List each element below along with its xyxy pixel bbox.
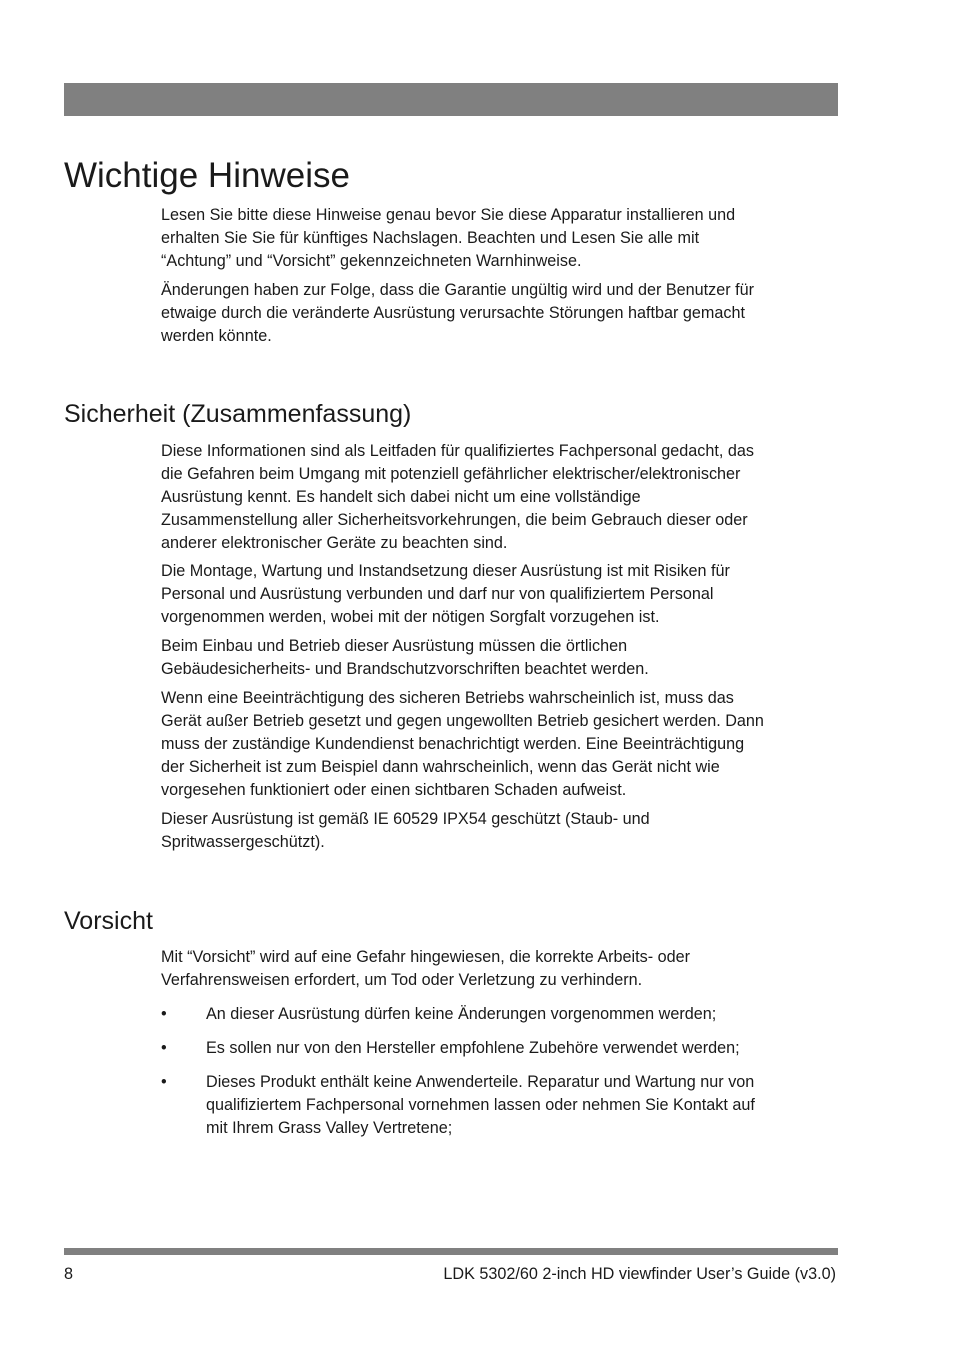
list-item-text	[206, 1037, 836, 1060]
safety-paragraph-5	[161, 808, 836, 854]
text-line: Mit “Vorsicht” wird auf eine Gefahr hingewiesen, die korrekte Arbeits- oder	[161, 948, 691, 966]
text-line: die Gefahren beim Umgang mit potenziell gefährlicher elektrischer/elektronischer	[161, 465, 741, 483]
text-line: qualifiziertem Fachpersonal vornehmen lassen oder nehmen Sie Kontakt auf	[206, 1096, 755, 1114]
safety-paragraph-1	[161, 440, 836, 555]
text-line: erhalten Sie Sie für künftiges Nachslagen. Beachten und Lesen Sie alle mit	[161, 229, 700, 247]
text-line: Wenn eine Beeinträchtigung des sicheren Betriebs wahrscheinlich ist, muss das	[161, 689, 734, 707]
text-line: Es sollen nur von den Hersteller empfohlene Zubehöre verwendet werden;	[206, 1039, 740, 1057]
text-line: Die Montage, Wartung und Instandsetzung dieser Ausrüstung ist mit Risiken für	[161, 562, 730, 580]
caution-heading: Vorsicht	[64, 907, 153, 935]
bullet-icon: •	[161, 1005, 167, 1023]
text-line: mit Ihrem Grass Valley Vertretene;	[206, 1119, 453, 1137]
text-line: Zusammenstellung aller Sicherheitsvorkehrungen, die beim Gebrauch dieser oder	[161, 511, 748, 529]
safety-paragraph-3	[161, 635, 836, 681]
intro-paragraph-2	[161, 279, 836, 348]
text-line: Spritwassergeschützt).	[161, 833, 325, 851]
text-line: Verfahrensweisen erfordert, um Tod oder Verletzung zu verhindern.	[161, 971, 643, 989]
text-line: muss der zuständige Kundendienst benachrichtigt werden. Eine Beeinträchtigung	[161, 735, 745, 753]
text-line: Gerät außer Betrieb gesetzt und gegen ungewollten Betrieb gesichert werden. Dann	[161, 712, 764, 730]
text-line: Änderungen haben zur Folge, dass die Garantie ungültig wird und der Benutzer für	[161, 281, 755, 299]
text-line: Personal und Ausrüstung verbunden und darf nur von qualifiziertem Personal	[161, 585, 714, 603]
text-line: anderer elektronischer Geräte zu beachten sind.	[161, 534, 508, 552]
text-line: vorgesehen funktioniert oder einen sichtbaren Schaden aufweist.	[161, 781, 627, 799]
text-line: etwaige durch die veränderte Ausrüstung verursachte Störungen haftbar gemacht	[161, 304, 746, 322]
safety-paragraph-2	[161, 560, 836, 629]
text-line: “Achtung” und “Vorsicht” gekennzeichneten Warnhinweise.	[161, 252, 582, 270]
text-line: der Sicherheit ist zum Beispiel dann wahrscheinlich, wenn das Gerät nicht wie	[161, 758, 720, 776]
text-line: werden könnte.	[161, 327, 272, 345]
bullet-icon: •	[161, 1039, 167, 1057]
text-line: vorgenommen werden, wobei mit der nötigen Sorgfalt vorzugehen ist.	[161, 608, 660, 626]
text-line: Lesen Sie bitte diese Hinweise genau bevor Sie diese Apparatur installieren und	[161, 206, 736, 224]
text-line: An dieser Ausrüstung dürfen keine Änderungen vorgenommen werden;	[206, 1005, 717, 1023]
text-line: Diese Informationen sind als Leitfaden für qualifiziertes Fachpersonal gedacht, das	[161, 442, 754, 460]
text-line: Ausrüstung kennt. Es handelt sich dabei nicht um eine vollständige	[161, 488, 641, 506]
intro-paragraph-1	[161, 204, 836, 273]
page-title: Wichtige Hinweise	[64, 156, 350, 195]
document-title: LDK 5302/60 2-inch HD viewfinder User’s Guide (v3.0)	[443, 1265, 836, 1283]
text-line: Dieses Produkt enthält keine Anwenderteile. Reparatur und Wartung nur von	[206, 1073, 755, 1091]
safety-heading: Sicherheit (Zusammenfassung)	[64, 400, 412, 428]
caution-paragraph	[161, 946, 836, 992]
list-item-text	[206, 1003, 836, 1026]
text-line: Dieser Ausrüstung ist gemäß IE 60529 IPX54 geschützt (Staub- und	[161, 810, 650, 828]
text-line: Beim Einbau und Betrieb dieser Ausrüstung müssen die örtlichen	[161, 637, 628, 655]
page-number: 8	[64, 1265, 74, 1283]
header-rule	[64, 83, 838, 116]
footer-rule	[64, 1248, 838, 1255]
text-line: Gebäudesicherheits- und Brandschutzvorschriften beachtet werden.	[161, 660, 649, 678]
bullet-icon: •	[161, 1073, 167, 1091]
list-item-text	[206, 1071, 836, 1140]
safety-paragraph-4	[161, 687, 836, 802]
